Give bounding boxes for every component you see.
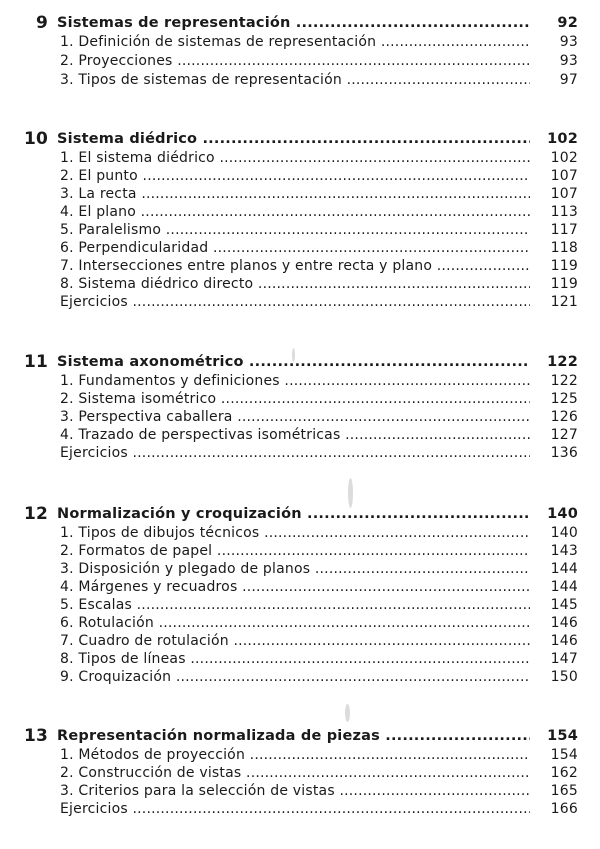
toc-entry[interactable] (0, 33, 600, 51)
page-number: 154 (550, 747, 578, 763)
entry-label: 1. Tipos de dibujos técnicos (60, 525, 260, 541)
entry-label: 1. Definición de sistemas de representación (60, 34, 377, 50)
chapter-title: Sistema diédrico (57, 131, 198, 147)
chapter-number: 10 (23, 129, 48, 149)
toc-entry[interactable] (0, 372, 600, 390)
entry-label: 3. La recta (60, 186, 137, 202)
toc-entry[interactable] (0, 614, 600, 632)
toc-entry[interactable] (0, 52, 600, 70)
page-number: 140 (550, 525, 578, 541)
entry-label: 7. Cuadro de rotulación (60, 633, 229, 649)
entry-label: Ejercicios (60, 445, 128, 461)
page-number: 118 (550, 240, 578, 256)
entry-label: 3. Disposición y plegado de planos (60, 561, 311, 577)
toc-entry[interactable] (0, 746, 600, 764)
scan-smudge (348, 478, 353, 508)
toc-entry[interactable] (0, 782, 600, 800)
chapter-heading[interactable] (0, 353, 600, 371)
page-number: 102 (550, 150, 578, 166)
toc-entry[interactable] (0, 185, 600, 203)
page-number: 146 (550, 615, 578, 631)
entry-label: 1. El sistema diédrico (60, 150, 215, 166)
toc-entry[interactable] (0, 408, 600, 426)
page-number: 143 (550, 543, 578, 559)
page-number: 107 (550, 186, 578, 202)
entry-label: 2. Proyecciones (60, 53, 173, 69)
toc-entry[interactable] (0, 578, 600, 596)
toc-entry[interactable] (0, 542, 600, 560)
entry-label: 1. Fundamentos y definiciones (60, 373, 280, 389)
page-number: 117 (550, 222, 578, 238)
entry-label: 5. Paralelismo (60, 222, 162, 238)
page-number: 150 (550, 669, 578, 685)
toc-entry[interactable] (0, 444, 600, 462)
toc-entry[interactable] (0, 668, 600, 686)
toc-entry[interactable] (0, 426, 600, 444)
toc-entry[interactable] (0, 71, 600, 89)
entry-label: 2. El punto (60, 168, 138, 184)
toc-entry[interactable] (0, 632, 600, 650)
entry-label: 4. Márgenes y recuadros (60, 579, 238, 595)
page-number: 144 (550, 579, 578, 595)
page-number: 146 (550, 633, 578, 649)
page-number: 119 (550, 276, 578, 292)
entry-label: 2. Sistema isométrico (60, 391, 217, 407)
page-number: 144 (550, 561, 578, 577)
toc-entry[interactable] (0, 203, 600, 221)
page-number: 122 (547, 354, 578, 370)
page-number: 140 (547, 506, 578, 522)
chapter-heading[interactable] (0, 130, 600, 148)
chapter-number: 13 (23, 726, 48, 746)
page-number: 113 (550, 204, 578, 220)
toc-entry[interactable] (0, 800, 600, 818)
entry-label: 6. Perpendicularidad (60, 240, 209, 256)
entry-label: 7. Intersecciones entre planos y entre recta y plano (60, 258, 433, 274)
page-number: 122 (550, 373, 578, 389)
page-number: 166 (550, 801, 578, 817)
chapter-title: Normalización y croquización (57, 506, 302, 522)
page-number: 119 (550, 258, 578, 274)
entry-label: 5. Escalas (60, 597, 132, 613)
entry-label: Ejercicios (60, 294, 128, 310)
toc-entry[interactable] (0, 390, 600, 408)
toc-entry[interactable] (0, 650, 600, 668)
toc-entry[interactable] (0, 275, 600, 293)
scan-smudge (292, 348, 295, 362)
toc-entry[interactable] (0, 560, 600, 578)
chapter-number: 11 (23, 352, 48, 372)
page-number: 97 (559, 72, 578, 88)
entry-label: 4. El plano (60, 204, 136, 220)
entry-label: 9. Croquización (60, 669, 172, 685)
scan-smudge (345, 704, 350, 722)
page-number: 147 (550, 651, 578, 667)
chapter-heading[interactable] (0, 14, 600, 32)
chapter-number: 12 (23, 504, 48, 524)
chapter-heading[interactable] (0, 727, 600, 745)
page-number: 107 (550, 168, 578, 184)
toc-entry[interactable] (0, 257, 600, 275)
page-number: 93 (559, 34, 578, 50)
toc-entry[interactable] (0, 239, 600, 257)
entry-label: 6. Rotulación (60, 615, 154, 631)
page-number: 121 (550, 294, 578, 310)
chapter-title: Sistemas de representación (57, 15, 291, 31)
page-number: 92 (557, 15, 578, 31)
toc-entry[interactable] (0, 167, 600, 185)
entry-label: Ejercicios (60, 801, 128, 817)
page-number: 154 (547, 728, 578, 744)
toc-entry[interactable] (0, 524, 600, 542)
page-number: 93 (559, 53, 578, 69)
page-number: 102 (547, 131, 578, 147)
entry-label: 4. Trazado de perspectivas isométricas (60, 427, 341, 443)
chapter-title: Sistema axonométrico (57, 354, 244, 370)
entry-label: 1. Métodos de proyección (60, 747, 246, 763)
page-number: 145 (550, 597, 578, 613)
entry-label: 8. Tipos de líneas (60, 651, 186, 667)
toc-entry[interactable] (0, 764, 600, 782)
page-number: 165 (550, 783, 578, 799)
chapter-heading[interactable] (0, 505, 600, 523)
page-number: 136 (550, 445, 578, 461)
chapter-title: Representación normalizada de piezas (57, 728, 380, 744)
entry-label: 3. Tipos de sistemas de representación (60, 72, 342, 88)
page-number: 125 (550, 391, 578, 407)
page-number: 162 (550, 765, 578, 781)
toc-entry[interactable] (0, 221, 600, 239)
entry-label: 2. Formatos de papel (60, 543, 213, 559)
toc-entry[interactable] (0, 293, 600, 311)
chapter-number: 9 (35, 13, 48, 33)
toc-entry[interactable] (0, 596, 600, 614)
page-number: 127 (550, 427, 578, 443)
entry-label: 8. Sistema diédrico directo (60, 276, 254, 292)
entry-label: 3. Criterios para la selección de vistas (60, 783, 335, 799)
entry-label: 3. Perspectiva caballera (60, 409, 233, 425)
entry-label: 2. Construcción de vistas (60, 765, 242, 781)
page-number: 126 (550, 409, 578, 425)
toc-entry[interactable] (0, 149, 600, 167)
